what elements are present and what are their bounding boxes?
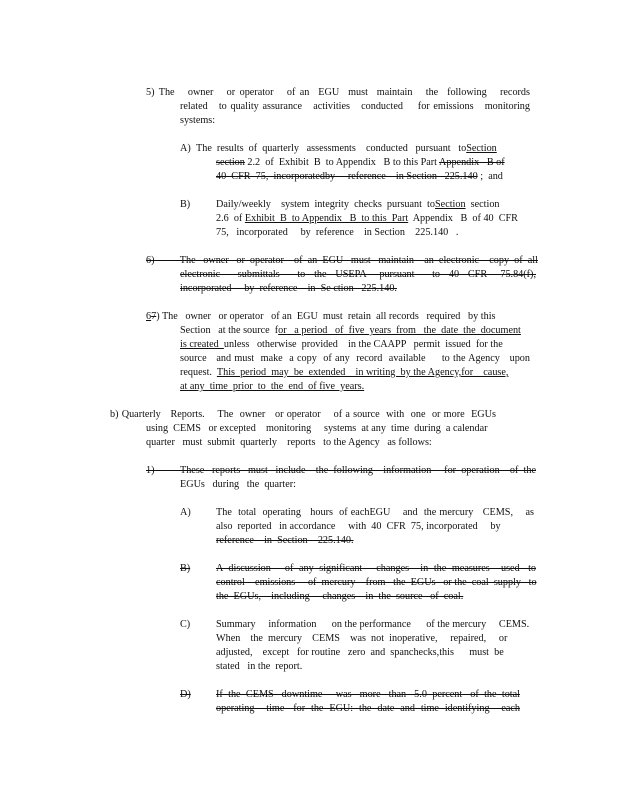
item-5a-deletion: 40 CFR 75, incorporatedby reference in Section 225.140	[216, 171, 478, 182]
item-7-insertion: or a period of five years from the date the document	[278, 325, 521, 336]
sub-c-line-2: When the mercury CEMS was not inoperative, repaired, or	[216, 633, 508, 644]
item-5b-line-2	[216, 212, 518, 226]
sub-d-line-1: If the CEMS downtime was more than 5.0 percent of the total	[216, 689, 520, 700]
item-6-deleted-line-3: incorporated by reference in Se ction 225.140.	[180, 283, 397, 294]
item-5b-label: B)	[180, 199, 191, 210]
item-5a-line-1	[196, 142, 497, 156]
item-7-text: request.	[180, 367, 217, 378]
item-7-number-insertion: 6	[146, 311, 152, 322]
sub-c-line-4: stated in the report.	[216, 661, 303, 672]
item-b-line-3: quarter must submit quarterly reports to the Agency as follows:	[146, 437, 432, 448]
sub-a-line-3: reference in Section 225.140.	[216, 535, 354, 546]
item-6-deleted-line-1: 6) The owner or operator of an EGU must maintain an electronic copy of all	[146, 255, 538, 266]
item-5b-line-3: 75, incorporated by reference in Section 225.140 .	[216, 227, 459, 238]
sub-c-label: C)	[180, 619, 191, 630]
sub-b-line-3: the EGUs, including changes in the source of coal.	[216, 591, 464, 602]
item-b-line-2: using CEMS or excepted monitoring systems at any time during a calendar	[146, 423, 488, 434]
sub-b-label: B)	[180, 563, 191, 574]
sub-a-line-1: The total operating hours of eachEGU and the mercury CEMS, as	[216, 507, 534, 518]
item-7-line-5	[180, 366, 508, 380]
item-5a-label: A)	[180, 143, 191, 154]
item-5b-line-1	[216, 198, 500, 212]
item-5-line-1: 5) The owner or operator of an EGU must maintain the following records	[146, 87, 530, 98]
item-b-line-1: b) Quarterly Reports. The owner or operator of a source with one or more EGUs	[110, 409, 496, 420]
sub-a-line-2: also reported in accordance with 40 CFR 75, incorporated by	[216, 521, 501, 532]
item-6-deleted-line-2: electronic submittals to the USEPA pursuant to 40 CFR 75.84(f),	[180, 269, 536, 280]
item-7-line-6: at any time prior to the end of five years.	[180, 381, 365, 392]
item-5b-insertion: Exhibit B to Appendix B to this Part	[244, 213, 409, 224]
sub-a-label: A)	[180, 507, 191, 518]
item-7-text: unless otherwise provided in the CAAPP permit issued for the	[223, 339, 503, 350]
item-7-number-deletion: 7	[151, 311, 157, 322]
sub-d-line-2: operating time for the EGU: the date and time identifying each	[216, 703, 520, 714]
item-7-text: ) The owner or operator of an EGU must retain all records required by this	[156, 311, 496, 322]
item-5-line-2: related to quality assurance activities conducted for emissions monitoring	[180, 101, 530, 112]
item-5a-text: The results of quarterly assessments conducted pursuant to	[196, 143, 467, 154]
item-5b-text: section	[465, 199, 500, 210]
item-1-deleted-line-1: 1) These reports must include the following information for operation of the	[146, 465, 536, 476]
item-5a-text: 2.2 of Exhibit B to Appendix B to this Part	[244, 157, 439, 168]
item-5a-line-3	[216, 170, 503, 184]
item-1-deleted-line-2: EGUs during the quarter:	[180, 479, 296, 490]
item-7-line-1	[146, 310, 495, 324]
item-5b-text: 2.6 of	[216, 213, 245, 224]
item-7-line-3	[180, 338, 503, 352]
item-5a-text: ; and	[477, 171, 503, 182]
item-7-text: Section at the source f	[180, 325, 279, 336]
item-7-line-4: source and must make a copy of any record available to the Agency upon	[180, 353, 530, 364]
sub-d-label: D)	[180, 689, 191, 700]
sub-b-line-1: A discussion of any significant changes in the measures used to	[216, 563, 536, 574]
item-7-line-2	[180, 324, 521, 338]
item-5a-insertion: Section	[466, 143, 497, 154]
sub-c-line-3: adjusted, except for routine zero and spanchecks,this must be	[216, 647, 504, 658]
item-5a-deletion: section	[216, 157, 245, 168]
item-7-insertion: is created	[180, 339, 224, 350]
sub-b-line-2: control emissions of mercury from the EGUs or the coal supply to	[216, 577, 537, 588]
item-5b-text: Appendix B of 40 CFR	[408, 213, 518, 224]
item-5b-text: Daily/weekly system integrity checks pursuant to	[216, 199, 435, 210]
item-5-line-3: systems:	[180, 115, 216, 126]
sub-c-line-1: Summary information on the performance of the mercury CEMS.	[216, 619, 530, 630]
item-5b-insertion: Section	[435, 199, 466, 210]
item-5a-deletion: Appendix B of	[439, 157, 505, 168]
item-5a-line-2	[216, 156, 505, 170]
item-7-insertion: This period may be extended in writing by the Agency,for cause,	[216, 367, 509, 378]
